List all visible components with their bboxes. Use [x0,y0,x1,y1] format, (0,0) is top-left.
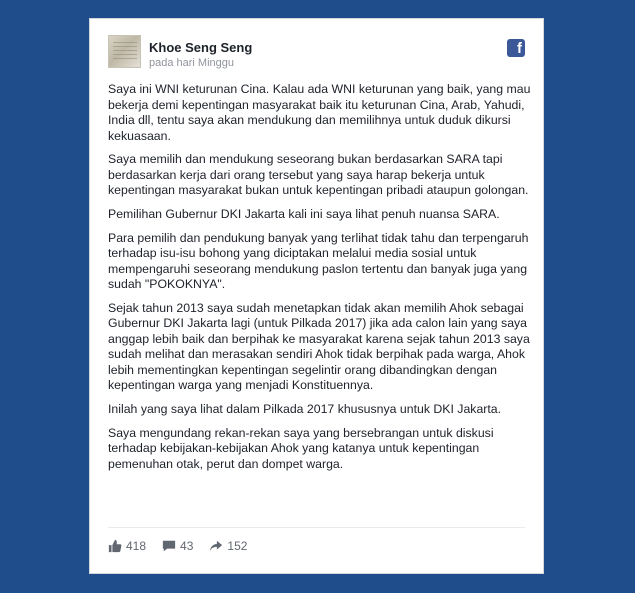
like-button[interactable] [108,539,146,553]
post-paragraph: Saya mengundang rekan-rekan saya yang bersebrangan untuk diskusi terhadap kebijakan-kebijakan Ahok yang katanya untuk kepentingan pemenuhan otak, perut dan dompet warga. [108,425,494,471]
like-count: 418 [126,539,147,553]
post-paragraph: Para pemilih dan pendukung banyak yang terlihat tidak tahu dan terpengaruh terhadap isu-isu bohong yang diciptakan melalui media sosial untuk mempengaruhi seseorang mendukung paslon tertentu dan banyak juga yang sudah "POKOKNYA". [108,230,529,292]
facebook-post-card [89,18,544,574]
share-icon [209,539,223,553]
post-paragraph: Saya memilih dan mendukung seseorang bukan berdasarkan SARA tapi berdasarkan kerja dari orang tersebut yang saya harap bekerja untuk kepentingan masyarakat bukan untuk kepentingan pribadi ataupun golongan. [108,152,529,198]
post-paragraph: Sejak tahun 2013 saya sudah menetapkan tidak akan memilih Ahok sebagai Gubernur DKI Jakarta lagi (untuk Pilkada 2017) jika ada calon lain yang saya anggap lebih baik dan berpihak ke masyarakat karena sejak tahun 2013 saya sudah melihat dan merasakan sendiri Ahok tidak berpihak pada warga, Ahok lebih mementingkan kepentingan segelintir orang dibandingkan dengan kepentingan warga yang menjadi Konstituennya. [108,300,530,393]
post-paragraph: Saya ini WNI keturunan Cina. Kalau ada WNI keturunan yang baik, yang mau bekerja demi kepentingan masyarakat baik itu keturunan Cina, Arab, Yahudi, India dll, tentu saya akan mendukung dan memilihnya untuk duduk dikursi kekuasaan. [108,82,531,143]
thumbs-up-icon [108,539,122,553]
share-button[interactable] [209,539,247,553]
post-body [108,82,533,480]
comment-icon [162,539,176,553]
author-name[interactable]: Khoe Seng Seng [149,40,253,55]
comment-button[interactable] [162,539,193,553]
post-paragraph: Inilah yang saya lihat dalam Pilkada 2017 khususnya untuk DKI Jakarta. [108,401,502,416]
author-avatar[interactable] [108,35,141,68]
post-timestamp[interactable]: pada hari Minggu [149,57,235,69]
post-paragraph: Pemilihan Gubernur DKI Jakarta kali ini saya lihat penuh nuansa SARA. [108,206,500,221]
facebook-icon[interactable]: f [507,39,525,57]
divider [108,527,525,528]
share-count: 152 [227,539,248,553]
post-stats-bar [108,539,263,553]
comment-count: 43 [180,539,194,553]
